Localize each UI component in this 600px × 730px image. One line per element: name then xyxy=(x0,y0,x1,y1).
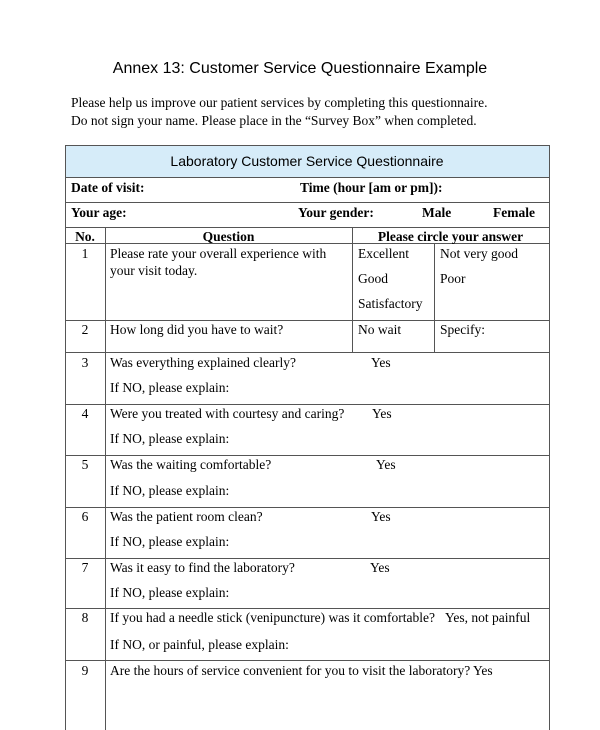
intro-text xyxy=(71,94,571,130)
question-number: 1 xyxy=(81,246,89,261)
form-border-right xyxy=(549,145,550,730)
question-text: Was the patient room clean? xyxy=(110,509,263,524)
answer-option-excellent[interactable]: Excellent xyxy=(358,246,409,261)
question-number: 5 xyxy=(81,457,89,472)
intro-line: Please help us improve our patient services by completing this questionnaire. xyxy=(71,95,488,110)
question-number: 9 xyxy=(81,663,89,678)
answer-option-yes-not-painful[interactable]: Yes, not painful xyxy=(445,610,531,625)
follow-up-prompt: If NO, please explain: xyxy=(110,534,230,549)
question-text: Are the hours of service convenient for you to visit the laboratory? xyxy=(110,663,471,678)
answer-option-yes[interactable]: Yes xyxy=(371,355,391,370)
question-text: Was everything explained clearly? xyxy=(110,355,296,370)
row-divider xyxy=(65,177,550,178)
question-number: 2 xyxy=(81,322,89,337)
follow-up-prompt: If NO, please explain: xyxy=(110,431,230,446)
question-number: 6 xyxy=(81,509,89,524)
column-divider xyxy=(434,243,435,352)
answer-option-yes[interactable]: Yes xyxy=(376,457,396,472)
column-header-answer: Please circle your answer xyxy=(377,229,524,244)
age-label: Your age: xyxy=(71,205,127,220)
answer-option-not-very-good[interactable]: Not very good xyxy=(440,246,518,261)
answer-option-yes[interactable]: Yes xyxy=(372,406,392,421)
gender-option-female[interactable]: Female xyxy=(493,205,535,220)
form-heading: Laboratory Customer Service Questionnaire xyxy=(170,153,444,169)
column-divider xyxy=(352,227,353,352)
question-text: Please rate your overall experience with xyxy=(110,246,327,261)
question-number: 7 xyxy=(81,560,89,575)
column-divider xyxy=(105,227,106,730)
question-text: your visit today. xyxy=(110,263,198,278)
answer-option-satisfactory[interactable]: Satisfactory xyxy=(358,296,423,311)
row-divider xyxy=(65,660,550,661)
question-text: Was the waiting comfortable? xyxy=(110,457,272,472)
column-header-no: No. xyxy=(75,229,95,244)
follow-up-prompt: If NO, please explain: xyxy=(110,483,230,498)
gender-option-male[interactable]: Male xyxy=(422,205,452,220)
question-text: If you had a needle stick (venipuncture) was it comfortable? xyxy=(110,610,435,625)
question-number: 8 xyxy=(81,610,89,625)
question-text: Was it easy to find the laboratory? xyxy=(110,560,295,575)
answer-option-yes[interactable]: Yes xyxy=(370,560,390,575)
answer-option-poor[interactable]: Poor xyxy=(440,271,466,286)
gender-label: Your gender: xyxy=(298,205,374,220)
answer-option-yes[interactable]: Yes xyxy=(371,509,391,524)
question-text: Were you treated with courtesy and caring? xyxy=(110,406,345,421)
question-number: 4 xyxy=(81,406,89,421)
questionnaire-form xyxy=(65,145,549,730)
row-divider xyxy=(65,352,550,353)
row-divider xyxy=(65,202,550,203)
date-label: Date of visit: xyxy=(71,180,145,195)
column-header-question: Question xyxy=(202,229,255,244)
time-label: Time (hour [am or pm]): xyxy=(300,180,443,195)
question-number: 3 xyxy=(81,355,89,370)
form-border-top xyxy=(65,145,550,146)
answer-option-no-wait[interactable]: No wait xyxy=(358,322,402,337)
follow-up-prompt: If NO, please explain: xyxy=(110,585,230,600)
answer-option-yes[interactable]: Yes xyxy=(473,663,493,678)
question-text: How long did you have to wait? xyxy=(110,322,284,337)
page-title: Annex 13: Customer Service Questionnaire Example xyxy=(112,60,488,77)
answer-specify[interactable]: Specify: xyxy=(440,322,485,337)
follow-up-prompt: If NO, or painful, please explain: xyxy=(110,637,289,652)
answer-option-good[interactable]: Good xyxy=(358,271,388,286)
intro-line: Do not sign your name. Please place in the “Survey Box” when completed. xyxy=(71,113,477,128)
follow-up-prompt: If NO, please explain: xyxy=(110,380,230,395)
